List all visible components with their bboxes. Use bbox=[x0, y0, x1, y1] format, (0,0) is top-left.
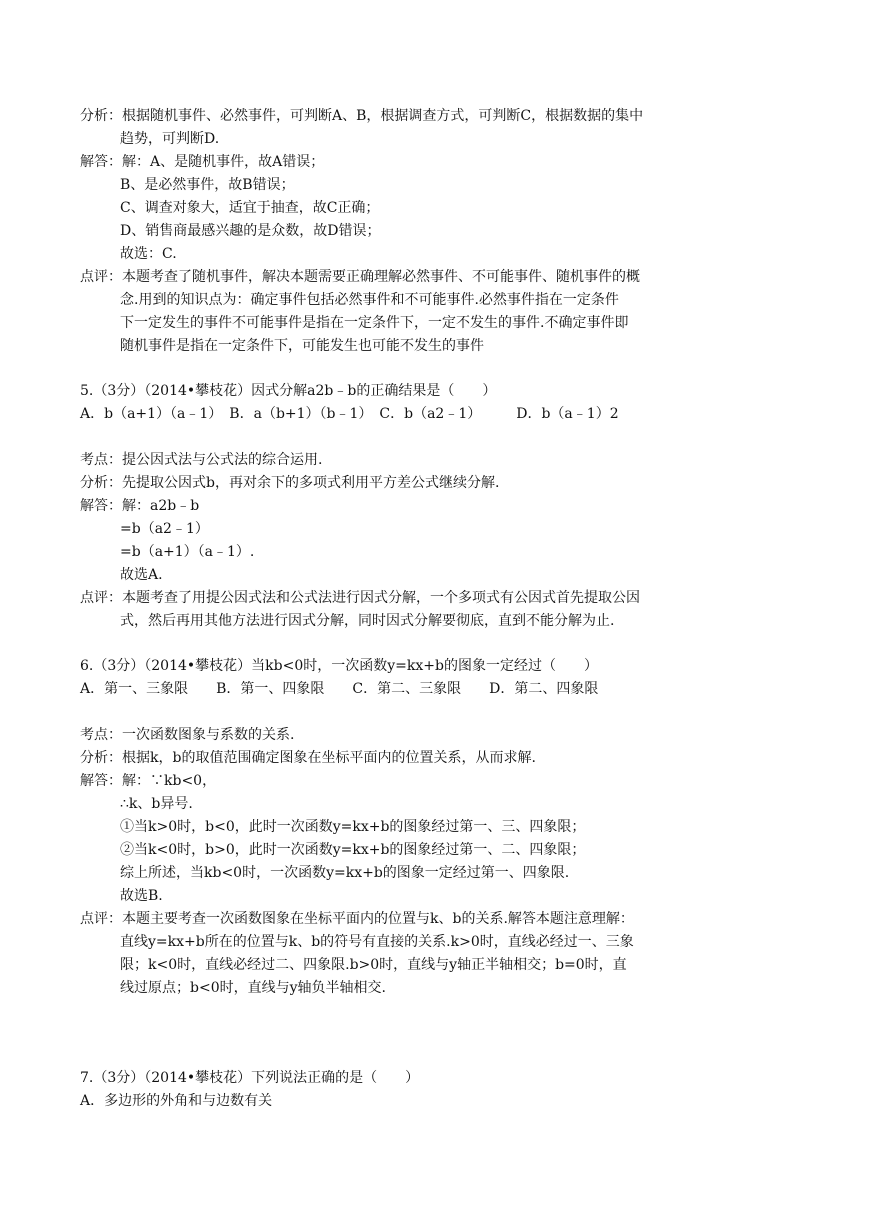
q5-comment-line-2: 式，然后再用其他方法进行因式分解，同时因式分解要彻底，直到不能分解为止. bbox=[120, 613, 615, 629]
q6-answer-line-4: ②当k<0时，b>0，此时一次函数y=kx+b的图象经过第一、二、四象限； bbox=[120, 842, 586, 858]
q4-analysis-line-1: 分析：根据随机事件、必然事件，可判断A、B，根据调查方式，可判断C，根据数据的集中 bbox=[80, 108, 644, 124]
q4-comment-line-4: 随机事件是指在一定条件下，可能发生也可能不发生的事件 bbox=[120, 338, 484, 354]
q6-comment-line-2: 直线y=kx+b所在的位置与k、b的符号有直接的关系.k>0时，直线必经过一、三象 bbox=[120, 934, 634, 950]
q6-answer-line-3: ①当k>0时，b<0，此时一次函数y=kx+b的图象经过第一、三、四象限； bbox=[120, 819, 586, 835]
q5-answer-line-3: =b（a+1）（a﹣1）. bbox=[120, 544, 255, 560]
q7-stem: 7.（3分）（2014•攀枝花）下列说法正确的是（ ） bbox=[80, 1070, 420, 1086]
q7-option-a: A．多边形的外角和与边数有关 bbox=[80, 1093, 273, 1109]
q5-options: A．b（a+1）（a﹣1） B．a（b+1）（b﹣1） C．b（a2﹣1） D．b（a﹣1）2 bbox=[80, 406, 619, 422]
q6-analysis: 分析：根据k，b的取值范围确定图象在坐标平面内的位置关系，从而求解. bbox=[80, 750, 536, 766]
q4-analysis-line-2: 趋势，可判断D. bbox=[120, 131, 220, 147]
q5-answer-line-2: =b（a2﹣1） bbox=[120, 521, 209, 537]
q5-point: 考点：提公因式法与公式法的综合运用. bbox=[80, 452, 323, 468]
q5-stem: 5.（3分）（2014•攀枝花）因式分解a2b﹣b的正确结果是（ ） bbox=[80, 383, 497, 399]
q5-answer-line-4: 故选A. bbox=[120, 567, 163, 583]
q6-options: A．第一、三象限 B．第一、四象限 C．第二、三象限 D．第二、四象限 bbox=[80, 681, 599, 697]
q4-answer-line-2: B、是必然事件，故B错误； bbox=[120, 177, 295, 193]
q4-answer-line-5: 故选：C. bbox=[120, 246, 177, 262]
q6-point: 考点：一次函数图象与系数的关系. bbox=[80, 727, 295, 743]
q6-comment-line-3: 限；k<0时，直线必经过二、四象限.b>0时，直线与y轴正半轴相交；b=0时，直 bbox=[120, 957, 627, 973]
q4-answer-line-4: D、销售商最感兴趣的是众数，故D错误； bbox=[120, 223, 381, 239]
q5-analysis: 分析：先提取公因式b，再对余下的多项式利用平方差公式继续分解. bbox=[80, 475, 500, 491]
q6-answer-line-1: 解答：解：∵kb<0， bbox=[80, 773, 217, 789]
q4-answer-line-1: 解答：解：A、是随机事件，故A错误； bbox=[80, 154, 325, 170]
q4-comment-line-3: 下一定发生的事件不可能事件是指在一定条件下，一定不发生的事件.不确定事件即 bbox=[120, 315, 629, 331]
q6-answer-line-5: 综上所述，当kb<0时，一次函数y=kx+b的图象一定经过第一、四象限. bbox=[120, 865, 570, 881]
q5-answer-line-1: 解答：解：a2b﹣b bbox=[80, 498, 200, 514]
q4-answer-line-3: C、调查对象大，适宜于抽查，故C正确； bbox=[120, 200, 380, 216]
q6-comment-line-1: 点评：本题主要考查一次函数图象在坐标平面内的位置与k、b的关系.解答本题注意理解： bbox=[80, 911, 634, 927]
q6-stem: 6.（3分）（2014•攀枝花）当kb<0时，一次函数y=kx+b的图象一定经过（ ） bbox=[80, 658, 598, 674]
q5-comment-line-1: 点评：本题考查了用提公因式法和公式法进行因式分解，一个多项式有公因式首先提取公因 bbox=[80, 590, 640, 606]
q6-answer-line-2: ∴k、b异号. bbox=[120, 796, 193, 812]
q6-comment-line-4: 线过原点；b<0时，直线与y轴负半轴相交. bbox=[120, 980, 386, 996]
q4-comment-line-1: 点评：本题考查了随机事件，解决本题需要正确理解必然事件、不可能事件、随机事件的概 bbox=[80, 269, 640, 285]
q4-comment-line-2: 念.用到的知识点为：确定事件包括必然事件和不可能事件.必然事件指在一定条件 bbox=[120, 292, 619, 308]
q6-answer-line-6: 故选B. bbox=[120, 888, 163, 904]
